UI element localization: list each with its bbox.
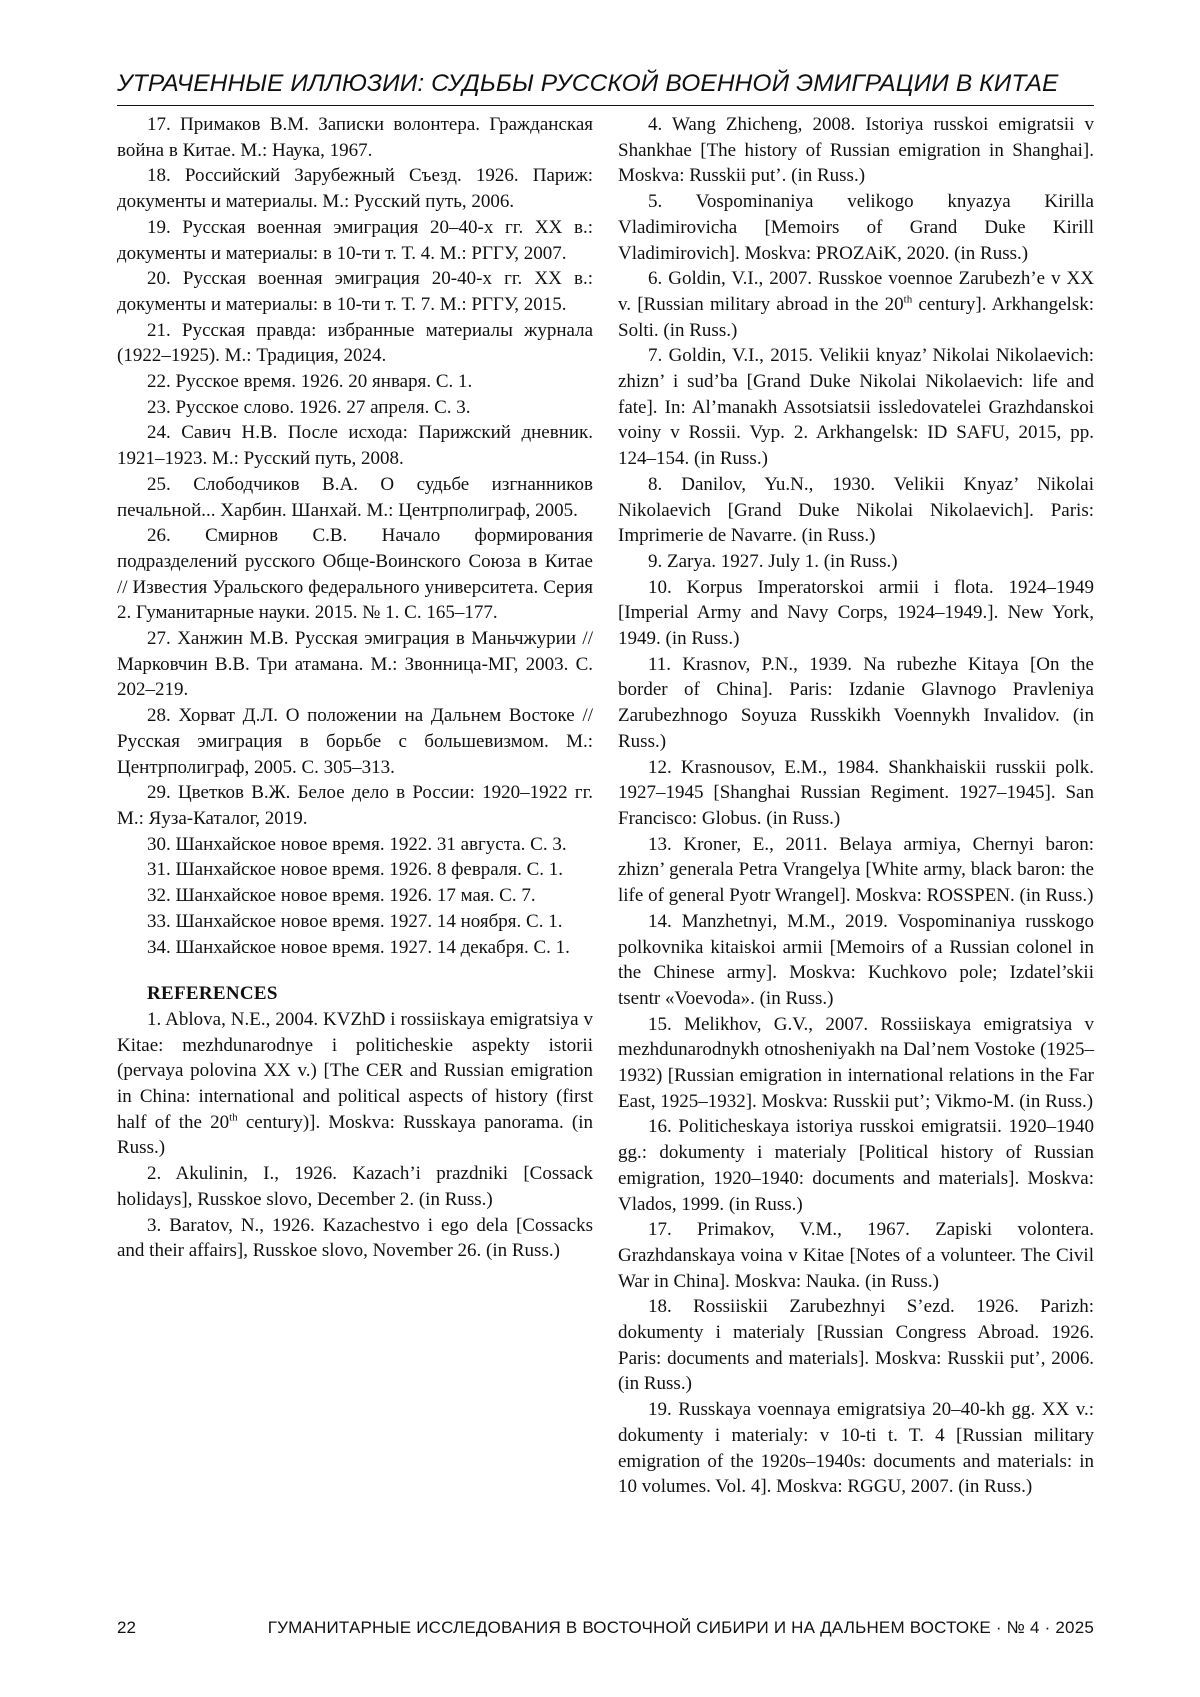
superscript: th <box>229 1111 238 1124</box>
reference-entry: 17. Примаков В.М. Записки волонтера. Гражданская война в Китае. М.: Наука, 1967. <box>117 114 593 161</box>
reference-text: 18. Rossiiskii Zarubezhnyi S’ezd. 1926. Parizh: dokumenty i materialy [Russian Congress Abroad. 1926. Paris: documents and materials]. Moskva: Russkii put’, 2006. (in Russ.) <box>618 1296 1094 1395</box>
english-reference-list-right <box>618 112 1094 1500</box>
reference-entry: 28. Хорват Д.Л. О положении на Дальнем Востоке // Русская эмиграция в борьбе с большевизмом. М.: Центрполиграф, 2005. С. 305–313. <box>117 705 593 778</box>
reference-entry: 24. Савич Н.В. После исхода: Парижский дневник. 1921–1923. М.: Русский путь, 2008. <box>117 422 593 470</box>
reference-entry <box>618 472 1094 549</box>
reference-entry <box>618 549 1094 575</box>
reference-entry <box>618 1397 1094 1500</box>
reference-entry: 19. Русская военная эмиграция 20–40-х гг. XX в.: документы и материалы: в 10-ти т. Т. 4. М.: РГГУ, 2007. <box>117 216 593 264</box>
running-title: УТРАЧЕННЫЕ ИЛЛЮЗИИ: СУДЬБЫ РУССКОЙ ВОЕННОЙ ЭМИГРАЦИИ В КИТАЕ <box>117 70 1059 97</box>
reference-entry: 29. Цветков В.Ж. Белое дело в России: 1920–1922 гг. М.: Яуза-Каталог, 2019. <box>117 782 593 829</box>
reference-text: 1. Ablova, N.E., 2004. KVZhD i rossiiskaya emigratsiya v Kitae: mezhdunarodnye i politicheskie aspekty istorii (pervaya polovina XX v.) [The CER and Russian emigration in China: international and political aspects of history (first half of the 20 <box>117 1008 593 1133</box>
superscript: th <box>903 293 913 306</box>
reference-text: 19. Russkaya voennaya emigratsiya 20–40-kh gg. XX v.: dokumenty i materialy: v 10-ti t. T. 4 [Russian military emigration of the 1920s–1940s: documents and materials: in 10 volumes. Vol. 4]. Moskva: RGGU, 2007. (in Russ.) <box>618 1399 1094 1498</box>
reference-text: 5. Vospominaniya velikogo knyazya Kirilla Vladimirovicha [Memoirs of Grand Duke Kirill Vladimirovich]. Moskva: PROZAiK, 2020. (in Russ.) <box>618 191 1094 264</box>
reference-entry: 23. Русское слово. 1926. 27 апреля. С. 3. <box>147 396 471 418</box>
journal-title: ГУМАНИТАРНЫЕ ИССЛЕДОВАНИЯ В ВОСТОЧНОЙ СИБИРИ И НА ДАЛЬНЕМ ВОСТОКЕ · № 4 · 2025 <box>267 1618 1094 1637</box>
reference-entry: 20. Русская военная эмиграция 20-40-х гг. XX в.: документы и материалы: в 10-ти т. Т. 7. М.: РГГУ, 2015. <box>117 268 593 315</box>
reference-text: 9. Zarya. 1927. July 1. (in Russ.) <box>648 550 898 572</box>
right-column <box>618 112 1094 1500</box>
header-rule <box>117 105 1094 106</box>
reference-text: 14. Manzhetnyi, M.M., 2019. Vospominaniya russkogo polkovnika kitaiskoi armii [Memoirs of a Russian colonel in the Chinese army]. Moskva: Kuchkovo pole; Izdatel’skii tsentr «Voevoda». (in Russ.) <box>618 910 1094 1009</box>
reference-entry <box>618 189 1094 266</box>
reference-text: 6. Goldin, V.I., 2007. Russkoe voennoe Zarubezh’e v XX v. [Russian military abroad in the 20 <box>618 268 1094 315</box>
reference-entry: 18. Российский Зарубежный Съезд. 1926. Париж: документы и материалы. М.: Русский путь, 2006. <box>117 165 593 213</box>
reference-entry <box>618 343 1094 472</box>
reference-entry <box>618 266 1094 343</box>
reference-text-tail: century]. Arkhangelsk: Solti. (in Russ.) <box>618 293 1094 341</box>
reference-entry: 21. Русская правда: избранные материалы журнала (1922–1925). М.: Традиция, 2024. <box>117 319 593 367</box>
reference-text: 17. Primakov, V.M., 1967. Zapiski volontera. Grazhdanskaya voina v Kitae [Notes of a volunteer. The Civil War in China]. Moskva: Nauka. (in Russ.) <box>618 1219 1094 1292</box>
reference-text: 3. Baratov, N., 1926. Kazachestvo i ego dela [Cossacks and their affairs], Russkoe slovo, November 26. (in Russ.) <box>117 1214 593 1262</box>
reference-entry <box>117 1161 593 1212</box>
reference-text: 4. Wang Zhicheng, 2008. Istoriya russkoi emigratsii v Shankhae [The history of Russian emigration in Shanghai]. Moskva: Russkii put’. (in Russ.) <box>618 114 1094 187</box>
reference-text: 10. Korpus Imperatorskoi armii i flota. 1924–1949 [Imperial Army and Navy Corps, 1924–1949.]. New York, 1949. (in Russ.) <box>618 576 1094 650</box>
reference-entry <box>618 1012 1094 1115</box>
reference-entry <box>618 832 1094 909</box>
reference-text: 2. Akulinin, I., 1926. Kazach’i prazdniki [Cossack holidays], Russkoe slovo, December 2. (in Russ.) <box>117 1163 593 1210</box>
reference-entry: 32. Шанхайское новое время. 1926. 17 мая. С. 7. <box>147 885 536 907</box>
reference-entry <box>618 1114 1094 1217</box>
reference-entry <box>618 575 1094 652</box>
left-column <box>117 112 593 1264</box>
reference-entry: 30. Шанхайское новое время. 1922. 31 августа. С. 3. <box>147 833 567 855</box>
reference-text: 13. Kroner, E., 2011. Belaya armiya, Chernyi baron: zhizn’ generala Petra Vrangelya [White army, black baron: the life of general Pyotr Wrangel]. Moskva: ROSSPEN. (in Russ.) <box>618 833 1094 907</box>
reference-entry <box>618 1217 1094 1294</box>
reference-entry: 33. Шанхайское новое время. 1927. 14 ноября. С. 1. <box>147 910 563 932</box>
reference-entry: 27. Ханжин М.В. Русская эмиграция в Маньчжурии // Марковчин В.В. Три атамана. М.: Звонница-МГ, 2003. С. 202–219. <box>117 628 593 701</box>
reference-entry <box>117 1007 593 1161</box>
reference-text: 7. Goldin, V.I., 2015. Velikii knyaz’ Nikolai Nikolaevich: zhizn’ i sud’ba [Grand Duke Nikolai Nikolaevich: life and fate]. In: Al’manakh Assotsiatsii issledovatelei Grazhdanskoi voiny v Rossii. Vyp. 2. Arkhangelsk: ID SAFU, 2015, pp. 124–154. (in Russ.) <box>618 345 1094 470</box>
page-number: 22 <box>117 1618 136 1637</box>
reference-text: 15. Melikhov, G.V., 2007. Rossiiskaya emigratsiya v mezhdunarodnykh otnosheniyakh na Dal’nem Vostoke (1925–1932) [Russian emigration in international relations in the Far East, 1925–1932]. Moskva: Russkii put’; Vikmo-M. (in Russ.) <box>618 1013 1094 1112</box>
reference-text: 11. Krasnov, P.N., 1939. Na rubezhe Kitaya [On the border of China]. Paris: Izdanie Glavnogo Pravleniya Zarubezhnogo Soyuza Russkikh Voennykh Invalidov. (in Russ.) <box>618 653 1094 752</box>
reference-entry <box>117 1213 593 1264</box>
russian-reference-list <box>117 112 593 960</box>
reference-entry: 31. Шанхайское новое время. 1926. 8 февраля. С. 1. <box>147 859 564 881</box>
reference-text-tail: century)]. Moskva: Russkaya panorama. (in Russ.) <box>117 1111 594 1159</box>
reference-entry: 34. Шанхайское новое время. 1927. 14 декабря. С. 1. <box>147 936 570 958</box>
reference-text: 12. Krasnousov, E.M., 1984. Shankhaiskii russkii polk. 1927–1945 [Shanghai Russian Regiment. 1927–1945]. San Francisco: Globus. (in Russ.) <box>618 756 1094 829</box>
english-reference-list-left <box>117 1007 593 1264</box>
reference-entry <box>618 652 1094 755</box>
reference-entry <box>618 909 1094 1012</box>
reference-entry <box>618 755 1094 832</box>
reference-text: 16. Politicheskaya istoriya russkoi emigratsii. 1920–1940 gg.: dokumenty i materialy [Political history of Russian emigration, 1920–1940: documents and materials]. Moskva: Vlados, 1999. (in Russ.) <box>618 1116 1094 1215</box>
reference-entry: 22. Русское время. 1926. 20 января. С. 1. <box>147 371 473 393</box>
reference-entry: 26. Смирнов С.В. Начало формирования подразделений русского Обще-Воинского Союза в Китае // Известия Уральского федерального университета. Серия 2. Гуманитарные науки. 2015. № 1. С. 165–177. <box>117 525 593 624</box>
reference-text: 8. Danilov, Yu.N., 1930. Velikii Knyaz’ Nikolai Nikolaevich [Grand Duke Nikolai Nikolaevich]. Paris: Imprimerie de Navarre. (in Russ.) <box>618 473 1094 547</box>
reference-entry <box>618 112 1094 189</box>
reference-entry: 25. Слободчиков В.А. О судьбе изгнанников печальной... Харбин. Шанхай. М.: Центрполиграф, 2005. <box>117 473 593 521</box>
reference-entry <box>618 1294 1094 1397</box>
references-heading: REFERENCES <box>147 983 278 1005</box>
